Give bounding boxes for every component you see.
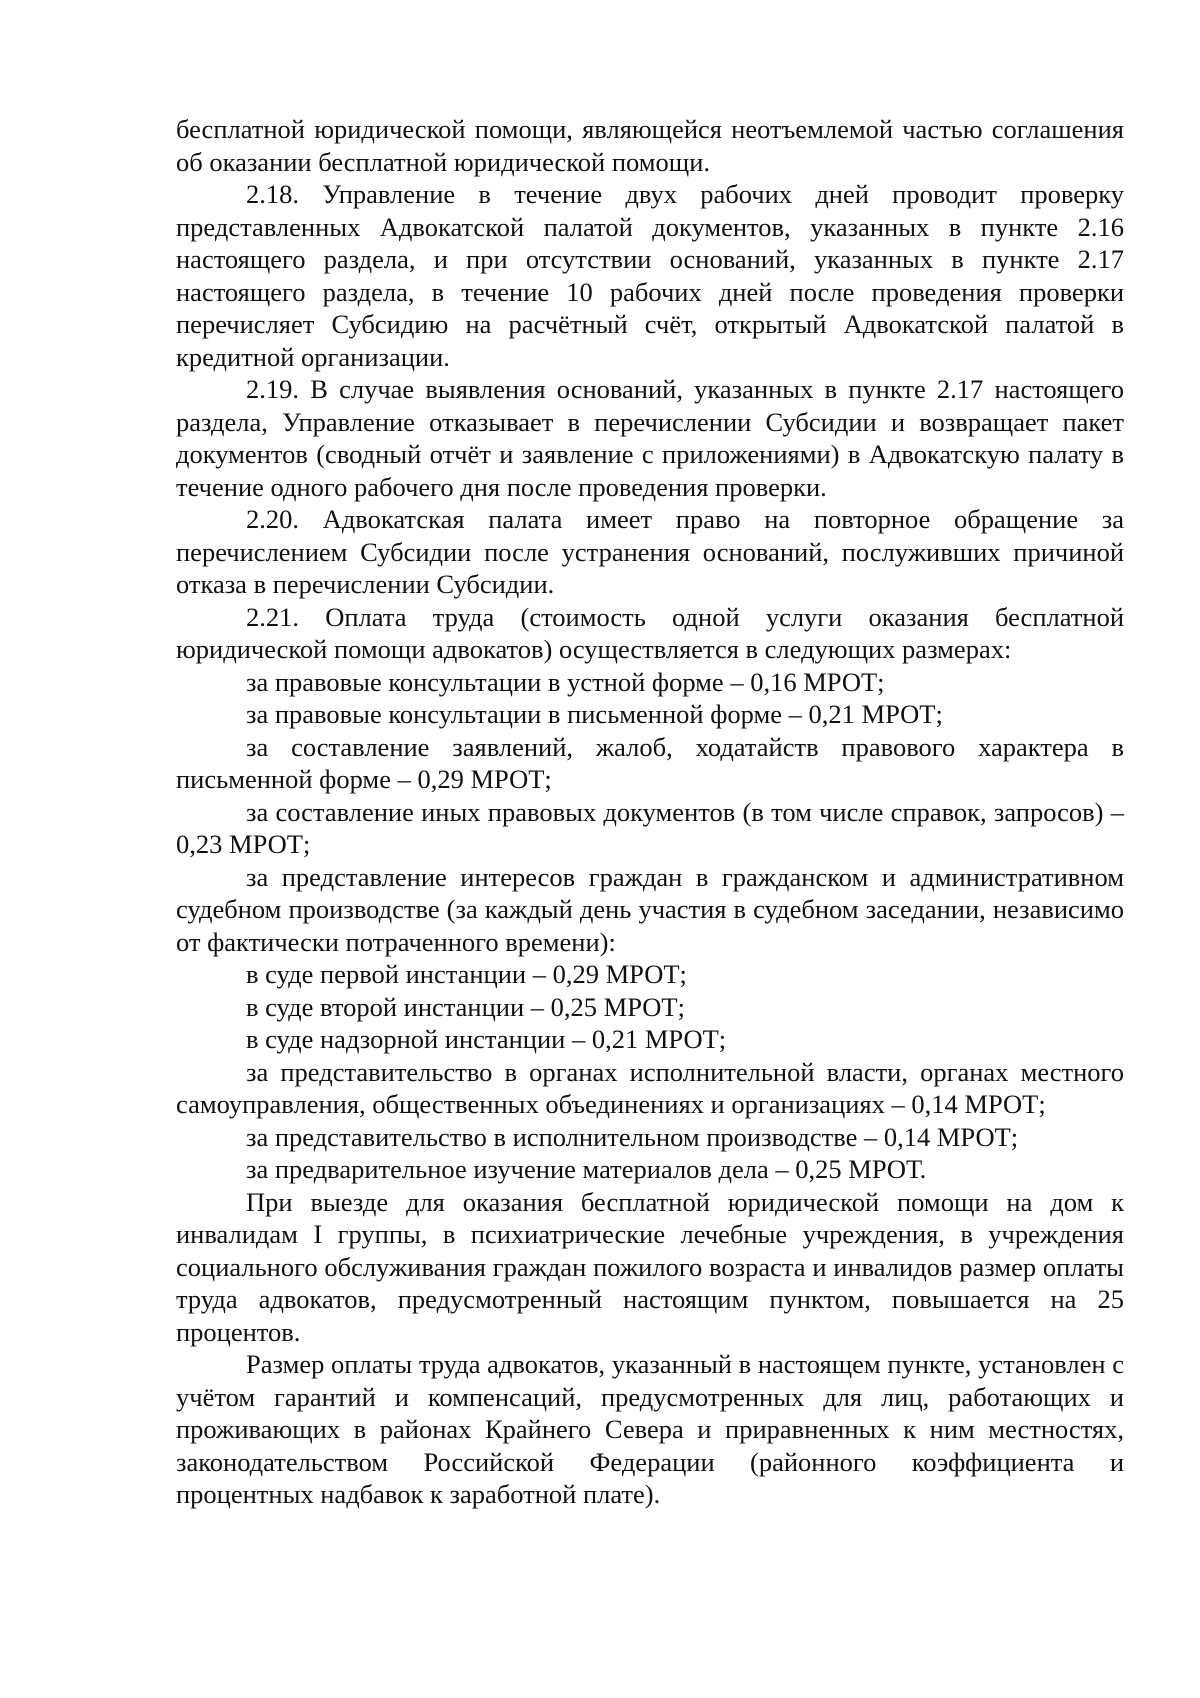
paragraph-2-19: 2.19. В случае выявления оснований, указанных в пункте 2.17 настоящего раздела, Управление отказывает в перечислении Субсидии и возвращает пакет документов (сводный отчёт и заявление с приложениями) в Адвокатскую палату в течение одного рабочего дня после проведения проверки.: [176, 374, 1124, 502]
paragraph-pay-guarantees: Размер оплаты труда адвокатов, указанный в настоящем пункте, установлен с учётом гарантий и компенсаций, предусмотренных для лиц, работающих и проживающих в районах Крайнего Севера и приравненных к ним местностях, законодательством Российской Федерации (районного коэффициента и процентных надбавок к заработной плате).: [176, 1349, 1124, 1509]
rate-supervisory-court: в суде надзорной инстанции – 0,21 МРОТ;: [246, 1024, 727, 1054]
rate-executive-bodies-representation: за представительство в органах исполнительной власти, органах местного самоуправления, общественных объединениях и организациях – 0,14 МРОТ;: [176, 1056, 1124, 1119]
rate-second-instance-court: в суде второй инстанции – 0,25 МРОТ;: [246, 991, 685, 1022]
rate-court-representation-intro: за представление интересов граждан в гражданском и административном судебном производстве (за каждый день участия в судебном заседании, независимо от фактически потраченного времени):: [176, 861, 1124, 957]
paragraph-continuation: бесплатной юридической помощи, являющейся неотъемлемой частью соглашения об оказании бесплатной юридической помощи.: [176, 114, 1124, 177]
rate-written-consultation: за правовые консультации в письменной форме – 0,21 МРОТ;: [246, 699, 943, 729]
paragraph-2-18: 2.18. Управление в течение двух рабочих дней проводит проверку представленных Адвокатской палатой документов, указанных в пункте 2.16 настоящего раздела, и при отсутствии оснований, указанных в пункте 2.17 настоящего раздела, в течение 10 рабочих дней после проведения проверки перечисляет Субсидию на расчётный счёт, открытый Адвокатской палатой в кредитной организации.: [176, 179, 1124, 372]
rate-case-materials-study: за предварительное изучение материалов дела – 0,25 МРОТ.: [246, 1154, 927, 1184]
document-body: [176, 113, 1124, 1511]
paragraph-2-21: 2.21. Оплата труда (стоимость одной услуги оказания бесплатной юридической помощи адвокатов) осуществляется в следующих размерах:: [176, 601, 1124, 664]
paragraph-home-visit-increase: При выезде для оказания бесплатной юридической помощи на дом к инвалидам I группы, в психиатрические лечебные учреждения, в учреждения социального обслуживания граждан пожилого возраста и инвалидов размер оплаты труда адвокатов, предусмотренный настоящим пунктом, повышается на 25 процентов.: [176, 1186, 1124, 1347]
rate-oral-consultation: за правовые консультации в устной форме – 0,16 МРОТ;: [246, 666, 885, 697]
rate-enforcement-proceedings: за представительство в исполнительном производстве – 0,14 МРОТ;: [246, 1121, 1019, 1152]
rate-statements-complaints: за составление заявлений, жалоб, ходатайств правового характера в письменной форме – 0,29 МРОТ;: [176, 731, 1124, 794]
rate-other-legal-documents: за составление иных правовых документов (в том числе справок, запросов) – 0,23 МРОТ;: [176, 796, 1124, 859]
rate-first-instance-court: в суде первой инстанции – 0,29 МРОТ;: [246, 959, 687, 989]
paragraph-2-20: 2.20. Адвокатская палата имеет право на повторное обращение за перечислением Субсидии после устранения оснований, послуживших причиной отказа в перечислении Субсидии.: [176, 504, 1124, 599]
